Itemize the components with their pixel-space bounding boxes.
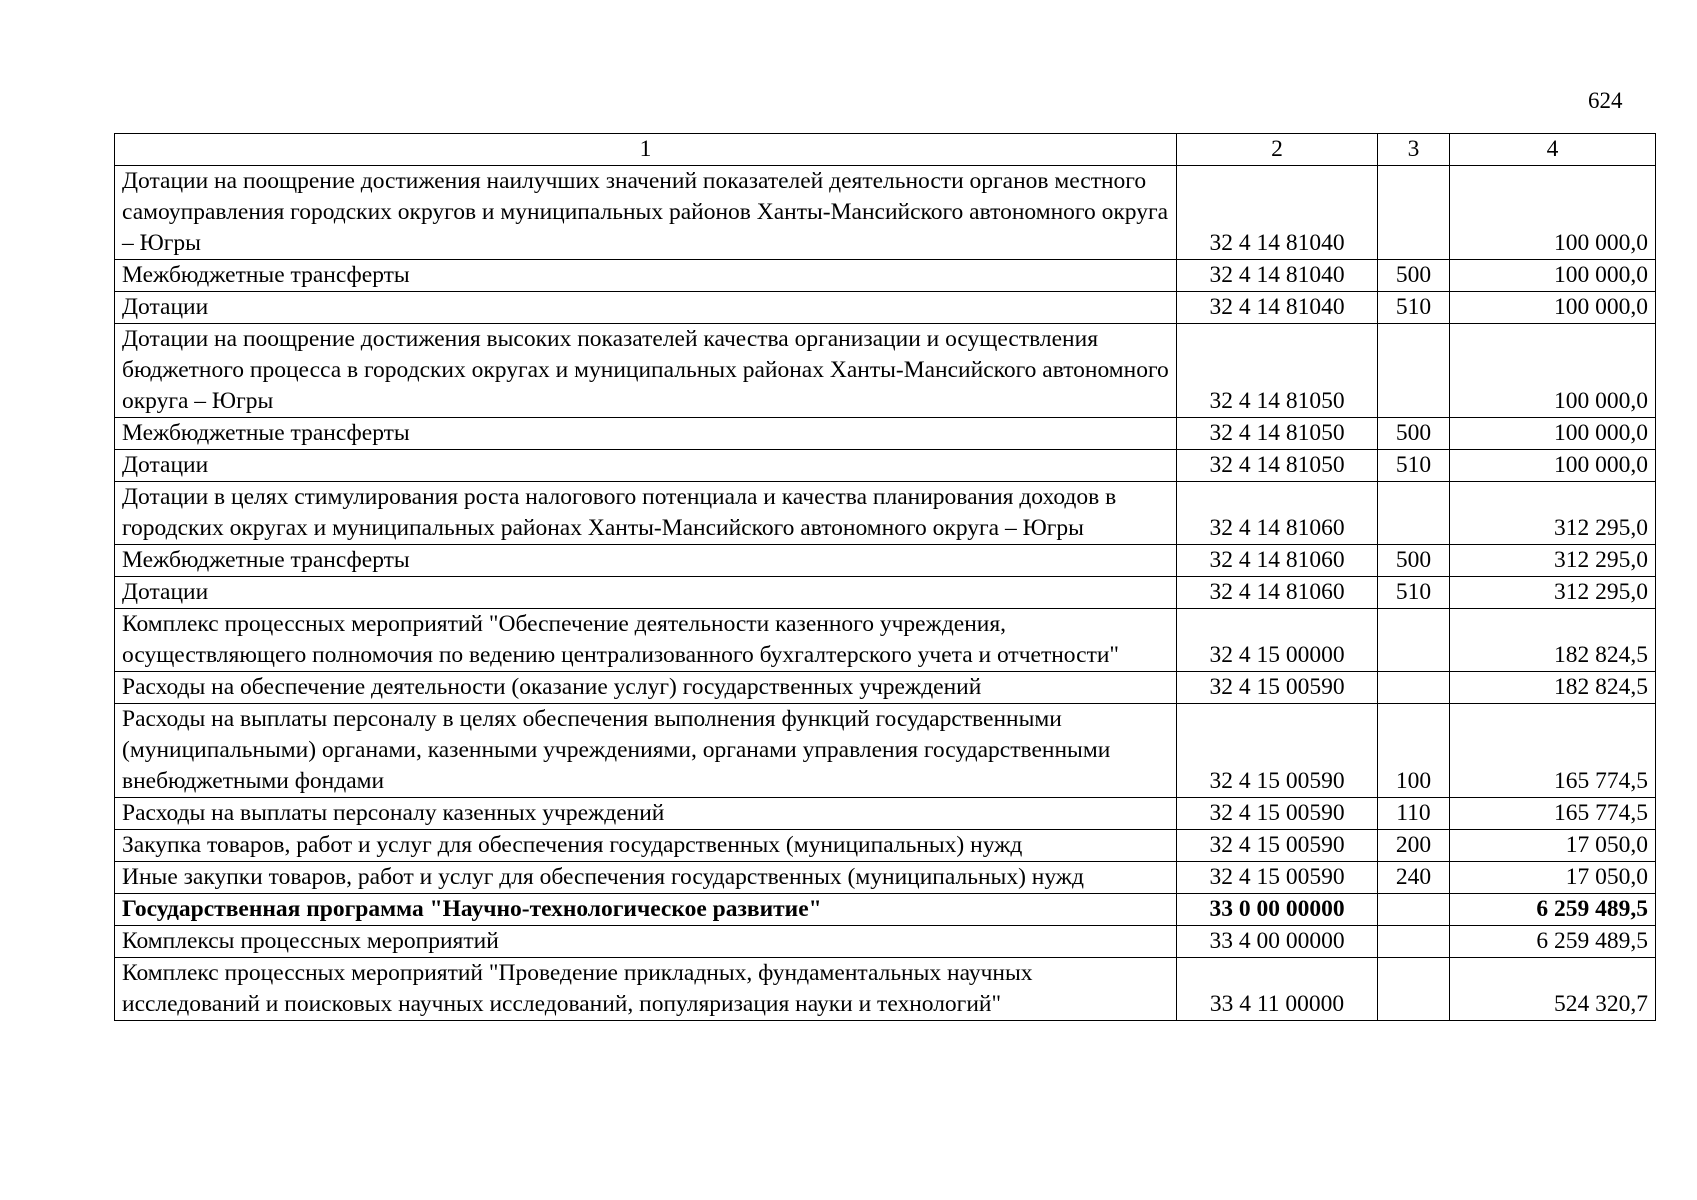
row-code-cell: 33 4 00 00000 [1177, 926, 1378, 958]
row-code-cell: 33 0 00 00000 [1177, 894, 1378, 926]
row-name-cell: Расходы на обеспечение деятельности (оказание услуг) государственных учреждений [115, 672, 1177, 704]
row-code-cell: 32 4 15 00590 [1177, 798, 1378, 830]
row-type-cell [1378, 482, 1450, 545]
row-code-cell: 32 4 14 81050 [1177, 324, 1378, 418]
row-name-cell: Расходы на выплаты персоналу казенных учреждений [115, 798, 1177, 830]
row-code-cell: 32 4 14 81060 [1177, 577, 1378, 609]
header-row [115, 134, 1656, 166]
row-name-cell: Межбюджетные трансферты [115, 545, 1177, 577]
table-row [115, 482, 1656, 545]
row-name-cell: Дотации на поощрение достижения наилучших значений показателей деятельности органов местного самоуправления городских округов и муниципальных районов Ханты-Мансийского автономного округа – Югры [115, 166, 1177, 260]
row-amount-cell: 312 295,0 [1450, 545, 1656, 577]
table-row [115, 894, 1656, 926]
row-name-cell: Дотации [115, 577, 1177, 609]
table-row [115, 292, 1656, 324]
budget-table [114, 133, 1656, 1021]
row-type-cell [1378, 166, 1450, 260]
row-code-cell: 32 4 15 00590 [1177, 862, 1378, 894]
row-code-cell: 32 4 14 81040 [1177, 260, 1378, 292]
row-type-cell: 240 [1378, 862, 1450, 894]
row-amount-cell: 100 000,0 [1450, 450, 1656, 482]
column-header-4: 4 [1450, 134, 1656, 166]
row-type-cell [1378, 958, 1450, 1021]
row-type-cell [1378, 894, 1450, 926]
row-code-cell: 32 4 15 00000 [1177, 609, 1378, 672]
row-amount-cell: 100 000,0 [1450, 166, 1656, 260]
row-amount-cell: 312 295,0 [1450, 482, 1656, 545]
row-code-cell: 32 4 15 00590 [1177, 830, 1378, 862]
table-row [115, 958, 1656, 1021]
row-amount-cell: 312 295,0 [1450, 577, 1656, 609]
row-name-cell: Дотации [115, 450, 1177, 482]
column-header-3: 3 [1378, 134, 1450, 166]
row-code-cell: 32 4 14 81050 [1177, 418, 1378, 450]
row-name-cell: Комплекс процессных мероприятий "Обеспечение деятельности казенного учреждения, осуществляющего полномочия по ведению централизованного бухгалтерского учета и отчетности" [115, 609, 1177, 672]
row-name-cell: Межбюджетные трансферты [115, 260, 1177, 292]
row-name-cell: Иные закупки товаров, работ и услуг для обеспечения государственных (муниципальных) нужд [115, 862, 1177, 894]
row-code-cell: 32 4 15 00590 [1177, 704, 1378, 798]
table-row [115, 324, 1656, 418]
page-number: 624 [1588, 88, 1623, 113]
row-amount-cell: 524 320,7 [1450, 958, 1656, 1021]
row-type-cell: 100 [1378, 704, 1450, 798]
row-code-cell: 33 4 11 00000 [1177, 958, 1378, 1021]
table-row [115, 926, 1656, 958]
row-type-cell: 500 [1378, 260, 1450, 292]
row-name-cell: Закупка товаров, работ и услуг для обеспечения государственных (муниципальных) нужд [115, 830, 1177, 862]
table-row [115, 260, 1656, 292]
row-amount-cell: 100 000,0 [1450, 260, 1656, 292]
row-type-cell [1378, 672, 1450, 704]
row-amount-cell: 165 774,5 [1450, 798, 1656, 830]
row-type-cell: 510 [1378, 577, 1450, 609]
row-amount-cell: 100 000,0 [1450, 292, 1656, 324]
row-name-cell: Расходы на выплаты персоналу в целях обеспечения выполнения функций государственными (муниципальными) органами, казенными учреждениями, органами управления государственными внебюджетными фондами [115, 704, 1177, 798]
table-row [115, 450, 1656, 482]
row-name-cell: Комплекс процессных мероприятий "Проведение прикладных, фундаментальных научных исследований и поисковых научных исследований, популяризация науки и технологий" [115, 958, 1177, 1021]
column-header-1: 1 [115, 134, 1177, 166]
row-name-cell: Дотации [115, 292, 1177, 324]
row-code-cell: 32 4 14 81060 [1177, 482, 1378, 545]
row-amount-cell: 17 050,0 [1450, 830, 1656, 862]
row-type-cell: 110 [1378, 798, 1450, 830]
column-header-2: 2 [1177, 134, 1378, 166]
row-amount-cell: 100 000,0 [1450, 418, 1656, 450]
table-body [115, 166, 1656, 1021]
row-amount-cell: 6 259 489,5 [1450, 894, 1656, 926]
row-code-cell: 32 4 14 81040 [1177, 292, 1378, 324]
table-row [115, 672, 1656, 704]
row-name-cell: Дотации в целях стимулирования роста налогового потенциала и качества планирования доходов в городских округах и муниципальных районах Ханты-Мансийского автономного округа – Югры [115, 482, 1177, 545]
row-type-cell: 200 [1378, 830, 1450, 862]
row-amount-cell: 182 824,5 [1450, 609, 1656, 672]
row-type-cell [1378, 926, 1450, 958]
row-code-cell: 32 4 14 81050 [1177, 450, 1378, 482]
row-amount-cell: 100 000,0 [1450, 324, 1656, 418]
row-type-cell: 510 [1378, 450, 1450, 482]
table-row [115, 798, 1656, 830]
table-row [115, 577, 1656, 609]
row-code-cell: 32 4 15 00590 [1177, 672, 1378, 704]
row-code-cell: 32 4 14 81060 [1177, 545, 1378, 577]
row-amount-cell: 17 050,0 [1450, 862, 1656, 894]
row-type-cell: 500 [1378, 545, 1450, 577]
table-row [115, 418, 1656, 450]
table-row [115, 704, 1656, 798]
table-row [115, 545, 1656, 577]
row-type-cell: 510 [1378, 292, 1450, 324]
row-type-cell [1378, 609, 1450, 672]
table-row [115, 609, 1656, 672]
row-amount-cell: 182 824,5 [1450, 672, 1656, 704]
table-row [115, 166, 1656, 260]
row-code-cell: 32 4 14 81040 [1177, 166, 1378, 260]
row-name-cell: Дотации на поощрение достижения высоких показателей качества организации и осуществления бюджетного процесса в городских округах и муниципальных районах Ханты-Мансийского автономного округа – Югры [115, 324, 1177, 418]
table-row [115, 830, 1656, 862]
row-name-cell: Комплексы процессных мероприятий [115, 926, 1177, 958]
row-name-cell: Межбюджетные трансферты [115, 418, 1177, 450]
table-header [115, 134, 1656, 166]
row-amount-cell: 165 774,5 [1450, 704, 1656, 798]
row-name-cell: Государственная программа "Научно-технологическое развитие" [115, 894, 1177, 926]
row-type-cell [1378, 324, 1450, 418]
row-amount-cell: 6 259 489,5 [1450, 926, 1656, 958]
table-row [115, 862, 1656, 894]
row-type-cell: 500 [1378, 418, 1450, 450]
